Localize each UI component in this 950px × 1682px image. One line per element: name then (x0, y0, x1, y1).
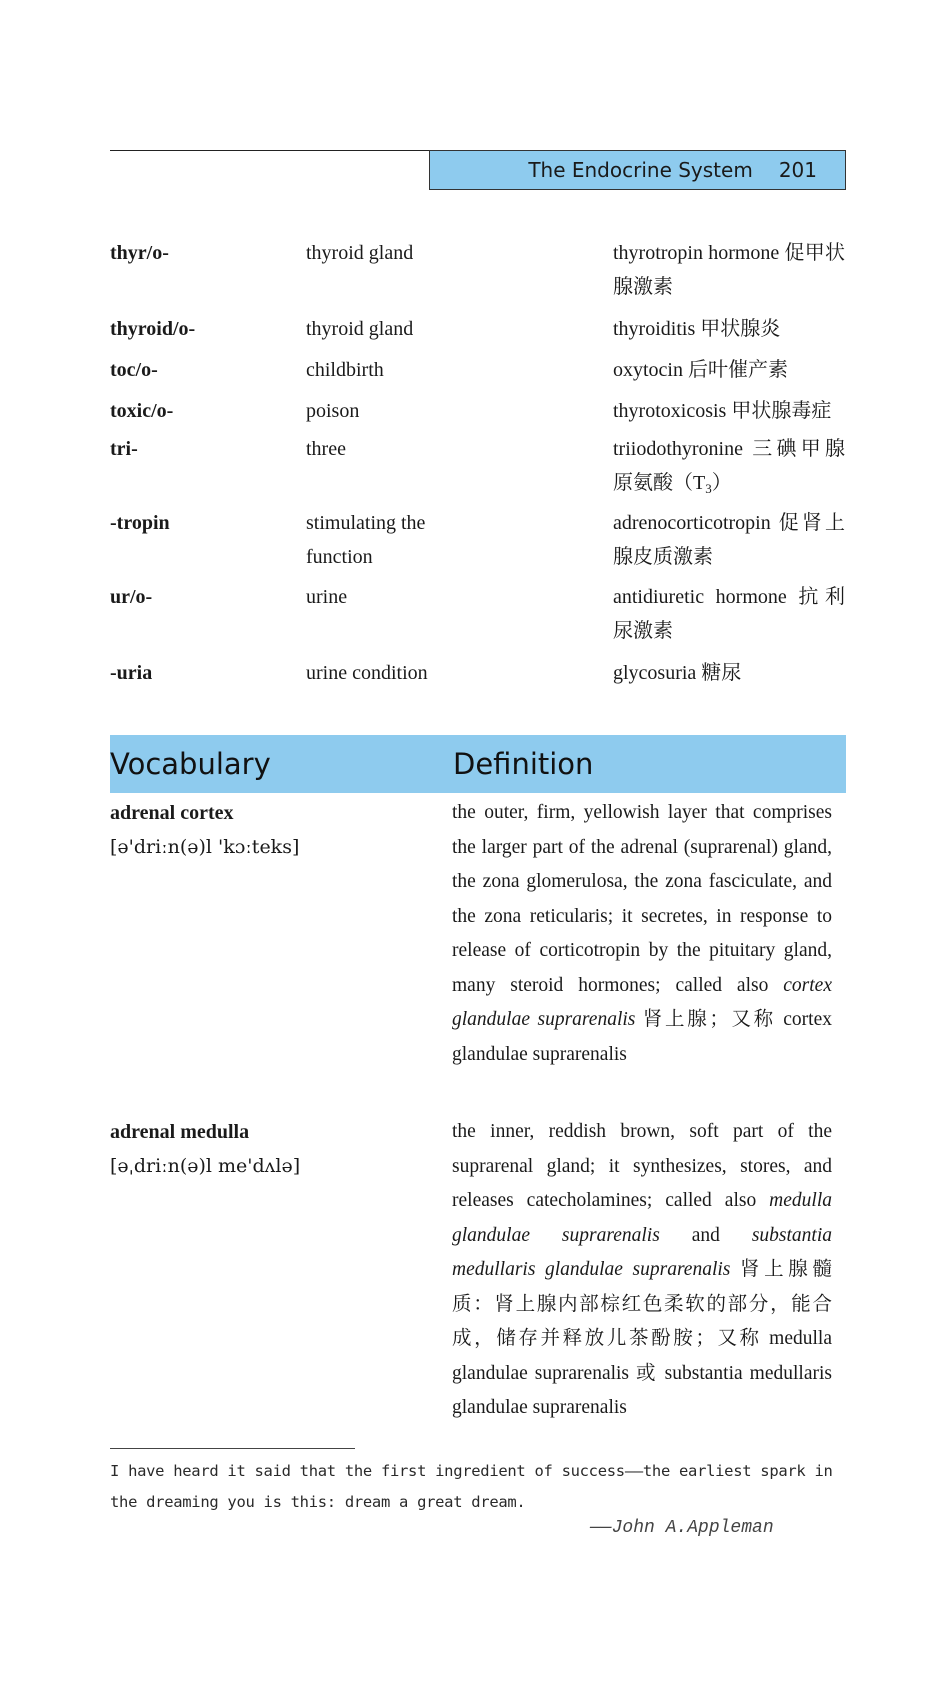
term-example-text: triiodothyronine 三碘甲腺原氨酸（T (613, 438, 845, 494)
footnote-rule (110, 1448, 355, 1449)
definition-italic: medulla glandulae suprarenalis (452, 1190, 832, 1246)
term-example: antidiuretic hormone 抗利尿激素 (613, 586, 845, 642)
term-meaning: poison (306, 400, 360, 422)
term-prefix: thyroid/o- (110, 318, 196, 340)
definition-italic: substantia medullaris glandulae suprarenalis (452, 1224, 832, 1280)
term-meaning: urine condition (306, 662, 428, 684)
vocabulary-definition (452, 796, 832, 1072)
section-title: The Endocrine System (528, 158, 753, 182)
term-prefix: toxic/o- (110, 400, 174, 422)
term-meaning: three (306, 438, 346, 460)
vocabulary-definition (452, 1115, 832, 1426)
term-example-tail: ） (711, 472, 732, 494)
term-prefix: tri- (110, 438, 138, 460)
term-example: thyroiditis 甲状腺炎 (613, 318, 781, 340)
footnote-quote: I have heard it said that the first ingredient of success——the earliest spark in the dreaming you is this: dream a great dream. (110, 1462, 833, 1511)
definition-text: and (659, 1224, 752, 1246)
subscript: 3 (705, 481, 712, 496)
term-prefix: -tropin (110, 512, 170, 534)
vocabulary-column-heading: Vocabulary (110, 747, 271, 781)
term-meaning: stimulating the function (306, 512, 426, 568)
term-word: adrenal cortex (110, 802, 234, 824)
term-word: adrenal medulla (110, 1121, 250, 1143)
term-example: oxytocin 后叶催产素 (613, 359, 788, 381)
term-pronunciation: [ə'driːn(ə)l 'kɔːteks] (110, 836, 300, 858)
term-prefix: thyr/o- (110, 242, 169, 264)
term-prefix: toc/o- (110, 359, 158, 381)
term-meaning: thyroid gland (306, 318, 414, 340)
running-header (429, 150, 846, 190)
term-example: thyrotoxicosis 甲状腺毒症 (613, 400, 832, 422)
term-example: thyrotropin hormone 促甲状腺激素 (613, 242, 845, 298)
term-meaning: childbirth (306, 359, 384, 381)
definition-text: the inner, reddish brown, soft part of the suprarenal gland; it synthesizes, stores, and releases catecholamines; called also (452, 1121, 832, 1211)
term-prefix: ur/o- (110, 586, 153, 608)
term-example (613, 432, 845, 506)
term-prefix: -uria (110, 662, 153, 684)
term-example: glycosuria 糖尿 (613, 662, 742, 684)
header-rule (110, 150, 430, 151)
term-meaning: urine (306, 586, 348, 608)
definition-italic: cortex glandulae suprarenalis (452, 974, 832, 1030)
vocabulary-term (110, 796, 440, 864)
definition-column-heading: Definition (453, 747, 594, 781)
term-example: adrenocorticotropin 促肾上腺皮质激素 (613, 512, 845, 568)
definition-text: 肾上腺；又称 cortex glandulae suprarenalis (452, 1009, 832, 1065)
term-meaning: thyroid gland (306, 242, 414, 264)
definition-text: the outer, firm, yellowish layer that comprises the larger part of the adrenal (suprarenal) gland, the zona glomerulosa, the zona fasciculate, and the zona reticularis; it secretes, in response to release of corticotropin by the pituitary gland, many steroid hormones; called also (452, 802, 832, 996)
quote-author: ——John A.Appleman (590, 1518, 774, 1538)
term-pronunciation: [əˌdriːn(ə)l me'dʌlə] (110, 1155, 301, 1177)
vocabulary-header-bar (110, 735, 846, 793)
vocabulary-term (110, 1115, 440, 1183)
page-number: 201 (778, 158, 817, 182)
definition-text: 肾上腺髓质：肾上腺内部棕红色柔软的部分，能合成，储存并释放儿茶酚胺；又称 medulla glandulae suprarenalis 或 substantia medullaris glandulae suprarenalis (452, 1259, 832, 1418)
